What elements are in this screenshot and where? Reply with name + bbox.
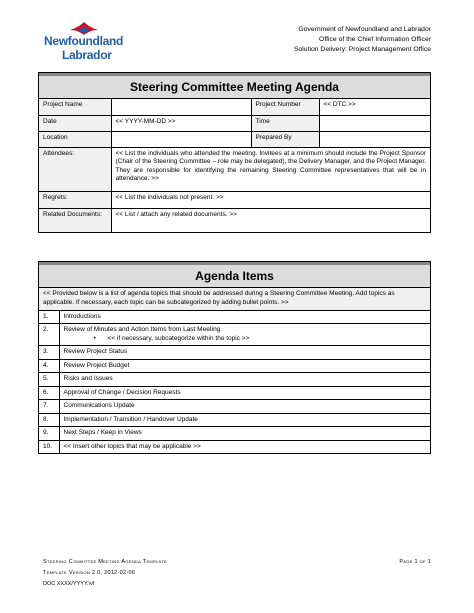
bullet-icon: • [93,334,96,342]
agenda-item-review-minutes[interactable] [59,324,430,346]
nl-logo [44,20,134,64]
related-documents-field[interactable]: << List / attach any related documents. >> [111,208,430,232]
location-field[interactable] [111,131,251,147]
agenda-item-number: 6. [39,386,59,400]
agenda-item-number: 3. [39,346,59,360]
attendees-field[interactable]: << List the individuals who attended the meeting. Invitees at a minimum should include the Project Sponsor (Chair of the Steering Committee – role may be delegated), the Delivery Manager, and the Project Manager. They are responsible for identifying the remaining Steering Committee representatives that will be in attendance. >> [111,147,430,191]
footer-template-version: Template Version 2.0, 2012-02-06 [43,570,136,576]
agenda-subitem-text: << if necessary, subcategorize within the topic >> [107,334,250,342]
agenda-item-number: 4. [39,359,59,373]
agenda-item-risks-issues[interactable]: Risks and Issues [59,373,430,387]
project-number-label: Project Number [251,99,319,115]
project-name-field[interactable] [111,99,251,115]
meeting-agenda-form [38,72,431,233]
regrets-label: Regrets: [39,191,111,208]
agenda-item-implementation[interactable]: Implementation / Transition / Handover Update [59,413,430,427]
office-line-pmo: Solution Delivery: Project Management Office [293,46,431,53]
agenda-intro: << Provided below is a list of agenda topics that should be addressed during a Steering Committee Meeting. Add topics as applicable. If necessary, each topic can be subcategorized by adding bullet points. >> [39,288,430,310]
footer-template-name: Steering Committee Meeting Agenda Template [43,559,167,565]
agenda-item-communications[interactable]: Communications Update [59,400,430,414]
agenda-item-number: 7. [39,400,59,414]
logo-line2: Labrador [62,48,112,62]
attendees-label: Attendees: [39,147,111,191]
agenda-item-number: 5. [39,373,59,387]
agenda-item-project-budget[interactable]: Review Project Budget [59,359,430,373]
agenda-item-other-topics[interactable]: << Insert other topics that may be applicable >> [59,440,430,453]
prepared-by-field[interactable] [319,131,430,147]
agenda-items-section [38,261,431,454]
office-info [294,25,431,55]
page-footer [43,557,431,590]
date-label: Date [39,115,111,131]
footer-doc-number: DOC XXXX/YYYY.\vf [43,581,95,587]
agenda-subitem [64,335,427,344]
time-field[interactable] [319,115,430,131]
agenda-item-introductions[interactable]: Introductions [59,310,430,324]
office-line-ocio: Office of the Chief Information Officer [319,36,431,43]
footer-page-number: Page 1 of 1 [399,559,431,565]
agenda-item-project-status[interactable]: Review Project Status [59,346,430,360]
office-line-government: Government of Newfoundland and Labrador [298,26,431,33]
date-field[interactable]: << YYYY-MM-DD >> [111,115,251,131]
agenda-item-next-steps[interactable]: Next Steps / Keep in Views [59,427,430,441]
agenda-item-number: 9. [39,427,59,441]
prepared-by-label: Prepared By [251,131,319,147]
meeting-details-table [39,99,430,232]
agenda-item-number: 8. [39,413,59,427]
agenda-item-text: Review of Minutes and Action Items from Last Meeting [63,326,221,333]
time-label: Time [251,115,319,131]
form-title: Steering Committee Meeting Agenda [39,73,430,99]
project-number-field[interactable]: << DTC >> [319,99,430,115]
agenda-item-number: 10. [39,440,59,453]
agenda-item-number: 1. [39,310,59,324]
agenda-items-table [39,288,430,453]
related-documents-label: Related Documents: [39,208,111,232]
agenda-item-change-requests[interactable]: Approval of Change / Decision Requests [59,386,430,400]
logo-line1: Newfoundland [44,34,124,48]
project-name-label: Project Name [39,99,111,115]
agenda-item-number: 2. [39,324,59,346]
location-label: Location [39,131,111,147]
agenda-items-title: Agenda Items [39,262,430,288]
regrets-field[interactable]: << List the individuals not present. >> [111,191,430,208]
